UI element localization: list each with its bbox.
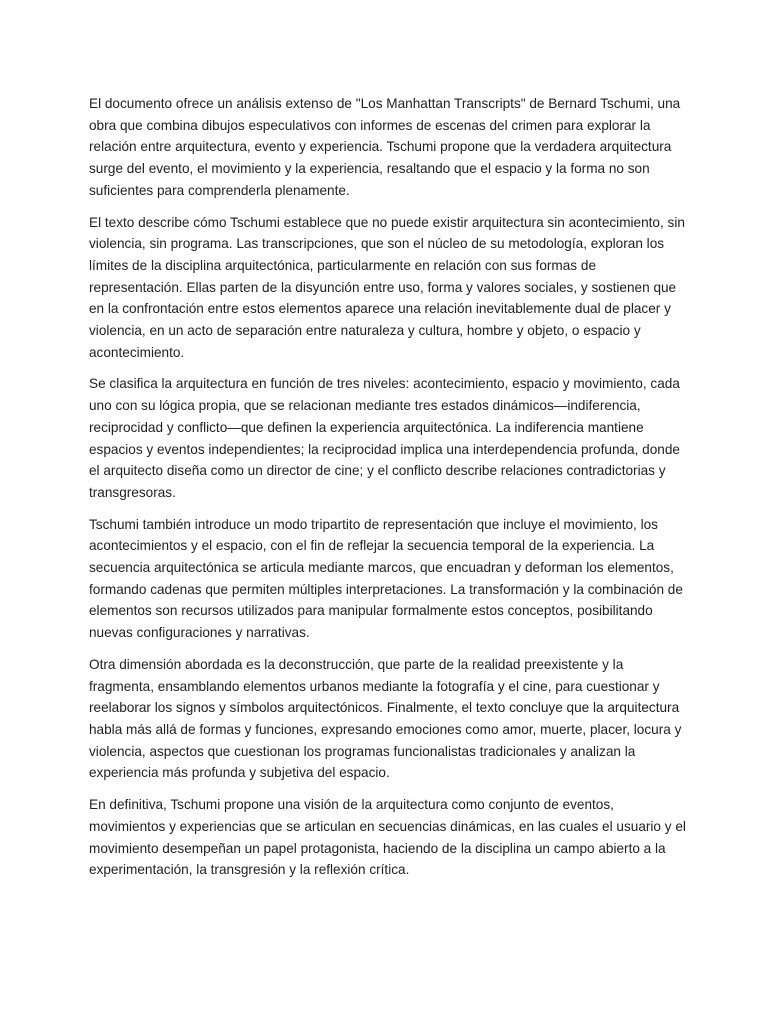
paragraph-2: El texto describe cómo Tschumi establece que no puede existir arquitectura sin acontecimiento, sin violencia, sin programa. Las transcripciones, que son el núcleo de su metodología, exploran los límites de la disciplina arquitectónica, particularmente en relación con sus formas de representación. Ellas parten de la disyunción entre uso, forma y valores sociales, y sostienen que en la confrontación entre estos elementos aparece una relación inevitablemente dual de placer y violencia, en un acto de separación entre naturaleza y cultura, hombre y objeto, o espacio y acontecimiento. bbox=[89, 214, 685, 360]
document-body bbox=[89, 93, 689, 891]
paragraph-4: Tschumi también introduce un modo tripartito de representación que incluye el movimiento, los acontecimientos y el espacio, con el fin de reflejar la secuencia temporal de la experiencia. La secuencia arquitectónica se articula mediante marcos, que encuadran y deforman los elementos, formando cadenas que permiten múltiples interpretaciones. La transformación y la combinación de elementos son recursos utilizados para manipular formalmente estos conceptos, posibilitando nuevas configuraciones y narrativas. bbox=[89, 516, 683, 641]
paragraph-5: Otra dimensión abordada es la deconstrucción, que parte de la realidad preexistente y la fragmenta, ensamblando elementos urbanos mediante la fotografía y el cine, para cuestionar y reelaborar los signos y símbolos arquitectónicos. Finalmente, el texto concluye que la arquitectura habla más allá de formas y funciones, expresando emociones como amor, muerte, placer, locura y violencia, aspectos que cuestionan los programas funcionalistas tradicionales y analizan la experiencia más profunda y subjetiva del espacio. bbox=[89, 656, 682, 781]
paragraph-1: El documento ofrece un análisis extenso de "Los Manhattan Transcripts" de Bernard Tschumi, una obra que combina dibujos especulativos con informes de escenas del crimen para explorar la relación entre arquitectura, evento y experiencia. Tschumi propone que la verdadera arquitectura surge del evento, el movimiento y la experiencia, resaltando que el espacio y la forma no son suficientes para comprenderla plenamente. bbox=[89, 96, 681, 198]
paragraph-3: Se clasifica la arquitectura en función de tres niveles: acontecimiento, espacio y movimiento, cada uno con su lógica propia, que se relacionan mediante tres estados dinámicos—indiferencia, reciprocidad y conflicto—que definen la experiencia arquitectónica. La indiferencia mantiene espacios y eventos independientes; la reciprocidad implica una interdependencia profunda, donde el arquitecto diseña como un director de cine; y el conflicto describe relaciones contradictorias y transgresoras. bbox=[89, 376, 680, 500]
paragraph-6: En definitiva, Tschumi propone una visión de la arquitectura como conjunto de eventos, movimientos y experiencias que se articulan en secuencias dinámicas, en las cuales el usuario y el movimiento desempeñan un papel protagonista, haciendo de la disciplina un campo abierto a la experimentación, la transgresión y la reflexión crítica. bbox=[89, 797, 686, 878]
